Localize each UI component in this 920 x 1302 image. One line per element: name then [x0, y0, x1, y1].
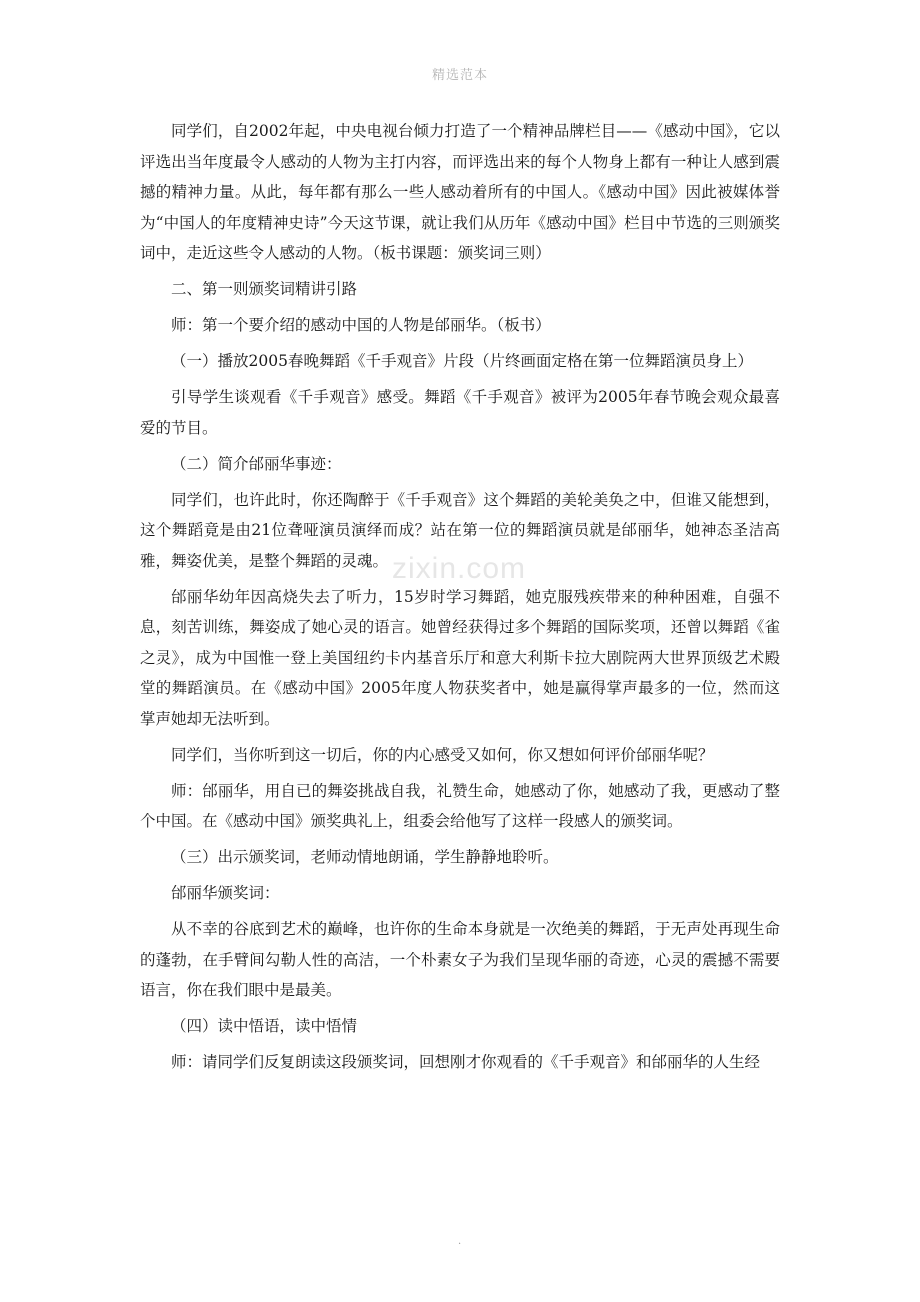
award-speech-title: 邰丽华颁奖词： [171, 884, 280, 902]
paragraph-question: 同学们，当你听到这一切后，你的内心感受又如何，你又想如何评价邰丽华呢？ [171, 745, 714, 764]
page-footer: . [458, 1236, 462, 1247]
page-header: 精选范本 [431, 68, 488, 83]
subheading-2: （二）简介邰丽华事迹： [171, 454, 342, 473]
paragraph-teacher-comment: 师：邰丽华，用自已的舞姿挑战自我，礼赞生命，她感动了你，她感动了我，更感动了整个中国。在《感动中国》颁奖典礼上，组委会给他写了这样一段感人的颁奖词。 [140, 781, 780, 830]
subheading-1: （一）播放2005春晚舞蹈《千手观音》片段（片终画面定格在第一位舞蹈演员身上） [171, 352, 753, 370]
paragraph-teacher-intro: 师：第一个要介绍的感动中国的人物是邰丽华。（板书） [171, 316, 551, 334]
paragraph-dance: 同学们，也许此时，你还陶醉于《千手观音》这个舞蹈的美轮美奂之中，但谁又能想到，这个舞蹈竟是由21位聋哑演员演绎而成？站在第一位的舞蹈演员就是邰丽华，她神态圣洁高雅，舞姿优美，是整个舞蹈的灵魂。 [140, 490, 780, 570]
paragraph-intro: 同学们，自2002年起，中央电视台倾力打造了一个精神品牌栏目——《感动中国》，它以评选出当年度最令人感动的人物为主打内容，而评选出来的每个人物身上都有一种让人感到震撼的精神力量。从此，每年都有那么一些人感动着所有的中国人。《感动中国》因此被媒体誉为“中国人的年度精神史诗”今天这节课，就让我们从历年《感动中国》栏目中节选的三则颁奖词中，走近这些令人感动的人物。（板书课题：颁奖词三则） [140, 122, 780, 262]
paragraph-biography: 邰丽华幼年因高烧失去了听力，15岁时学习舞蹈，她克服残疾带来的种种困难，自强不息，刻苦训练，舞姿成了她心灵的语言。她曾经获得过多个舞蹈的国际奖项，还曾以舞蹈《雀之灵》，成为中国惟一登上美国纽约卡内基音乐厅和意大利斯卡拉大剧院两大世界顶级艺术殿堂的舞蹈演员。在《感动中国》2005年度人物获奖者中，她是赢得掌声最多的一位，然而这掌声她却无法听到。 [140, 587, 780, 728]
subheading-3: （三）出示颁奖词，老师动情地朗诵，学生静静地聆听。 [171, 848, 559, 866]
paragraph-reading: 师：请同学们反复朗读这段颁奖词，回想刚才你观看的《千手观音》和邰丽华的人生经 [171, 1053, 761, 1071]
watermark: zixin.com [392, 552, 527, 585]
document-body [140, 116, 780, 1083]
section-heading-2: 二、第一则颁奖词精讲引路 [171, 280, 358, 298]
award-speech-text: 从不幸的谷底到艺术的巅峰，也许你的生命本身就是一次绝美的舞蹈，于无声处再现生命的蓬勃，在手臂间勾勒人性的高洁，一个朴素女子为我们呈现华丽的奇迹，心灵的震撼不需要语言，你在我们眼中是最美。 [140, 920, 780, 999]
paragraph-guide: 引导学生谈观看《千手观音》感受。舞蹈《千手观音》被评为2005年春节晚会观众最喜爱的节目。 [140, 388, 780, 437]
subheading-4: （四）读中悟语，读中悟情 [171, 1017, 358, 1035]
